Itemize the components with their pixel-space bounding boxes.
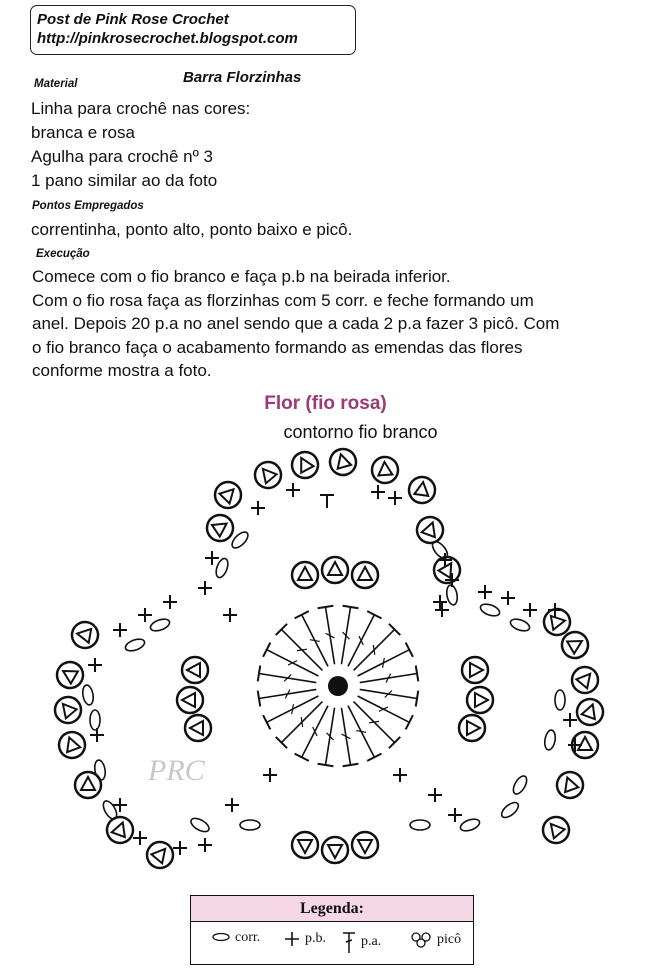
dc-stitch-bar xyxy=(356,731,366,733)
dc-stitch-bar xyxy=(292,704,294,714)
dc-stitch-top xyxy=(343,606,359,609)
dc-stitch-top xyxy=(416,666,419,682)
sc-plus-mark xyxy=(563,713,577,727)
picot-mark xyxy=(50,692,87,729)
picot-mark xyxy=(462,657,488,683)
t-stitch-icon xyxy=(341,930,357,954)
chain-oval-mark xyxy=(499,800,521,821)
sc-plus-mark xyxy=(133,831,147,845)
picot-outline xyxy=(407,475,436,504)
chain-oval-mark xyxy=(240,820,260,830)
sc-plus-mark xyxy=(205,551,219,565)
picot-mark xyxy=(542,607,572,637)
legend-item-chain xyxy=(211,930,260,946)
dc-stitch-top xyxy=(295,754,309,761)
legend-label-chain: corr. xyxy=(235,930,261,945)
picot-icon xyxy=(409,930,433,950)
sc-plus-mark xyxy=(433,595,447,609)
sc-plus-mark xyxy=(88,658,102,672)
legend-item-sc xyxy=(283,930,326,948)
chain-oval-icon xyxy=(211,932,231,944)
sc-plus-mark xyxy=(198,581,212,595)
diagram-marks xyxy=(50,446,607,873)
picot-outline xyxy=(371,456,399,484)
dc-stitch-top xyxy=(406,715,413,729)
chain-oval-mark xyxy=(459,817,481,833)
picot-mark xyxy=(185,715,211,741)
dc-stitch-bar xyxy=(383,658,385,668)
legend-item-picot xyxy=(409,930,461,950)
sc-plus-mark xyxy=(138,608,152,622)
picot-mark xyxy=(352,562,378,588)
dc-stitch-top xyxy=(258,691,261,707)
header-url: http://pinkrosecrochet.blogspot.com xyxy=(37,30,298,47)
chain-oval-mark xyxy=(214,557,230,579)
sc-plus-mark xyxy=(388,491,402,505)
dc-stitch-top xyxy=(318,606,334,609)
picot-mark xyxy=(210,477,247,514)
dc-stitch-bar xyxy=(297,649,307,650)
chain-oval-mark xyxy=(189,816,211,835)
sc-plus-mark xyxy=(371,485,385,499)
picot-outline xyxy=(103,813,136,846)
sc-plus-mark xyxy=(113,623,127,637)
sc-plus-mark xyxy=(428,788,442,802)
dc-stitch-top xyxy=(367,754,381,761)
material-line-4: 1 pano similar ao da foto xyxy=(31,171,218,190)
picot-outline xyxy=(567,662,604,699)
flower-title: Flor (fio rosa) xyxy=(264,393,387,414)
picot-outline xyxy=(55,728,88,761)
legend-box xyxy=(190,895,474,965)
execucao-line-2: Com o fio rosa faça as florzinhas com 5 corr. e feche formando um xyxy=(32,291,534,310)
execucao-line-3: anel. Depois 20 p.a no anel sendo que a cada 2 p.a fazer 3 picô. Com xyxy=(32,314,560,333)
dc-stitch-top xyxy=(416,691,419,707)
dc-stitch-top xyxy=(258,666,261,682)
dc-stitch-top xyxy=(263,643,270,657)
picot-outline xyxy=(287,447,322,482)
picot-mark xyxy=(52,657,88,693)
chain-oval-mark xyxy=(479,602,501,618)
pontos-heading: Pontos Empregados xyxy=(32,200,144,212)
picot-mark xyxy=(467,687,493,713)
picot-mark xyxy=(327,446,359,478)
picot-outline xyxy=(250,457,287,494)
picot-mark xyxy=(413,513,446,546)
dc-stitch-top xyxy=(263,715,270,729)
dc-stitch-top xyxy=(318,764,334,767)
sc-plus-mark xyxy=(163,595,177,609)
header-title: Post de Pink Rose Crochet xyxy=(37,11,229,28)
picot-outline xyxy=(553,768,586,801)
material-heading: Material xyxy=(34,78,78,90)
picot-mark xyxy=(142,837,179,874)
legend-label-sc: p.b. xyxy=(305,931,326,946)
material-line-2: branca e rosa xyxy=(31,123,135,142)
picot-mark xyxy=(182,657,208,683)
legend-label-dc: p.a. xyxy=(361,934,382,949)
dc-stitch-bar xyxy=(310,640,320,642)
chain-oval-mark xyxy=(124,637,146,653)
picot-outline xyxy=(50,692,87,729)
sc-plus-mark xyxy=(251,501,265,515)
dc-stitch-top xyxy=(406,643,413,657)
center-ring-dot xyxy=(328,676,348,696)
picot-mark xyxy=(407,475,436,504)
dc-stitch-bar xyxy=(373,645,374,655)
picot-outline xyxy=(70,620,100,650)
picot-mark xyxy=(55,728,88,761)
picot-mark xyxy=(70,620,100,650)
picot-outline xyxy=(538,812,575,849)
chain-oval-mark xyxy=(101,799,120,821)
picot-mark xyxy=(567,662,604,699)
sc-plus-mark xyxy=(393,768,407,782)
flower-subtitle: contorno fio branco xyxy=(283,422,438,442)
picot-mark xyxy=(250,457,287,494)
legend-row xyxy=(191,922,473,964)
chain-oval-mark xyxy=(430,539,451,561)
chain-oval-mark xyxy=(149,617,171,633)
execucao-line-1: Comece com o fio branco e faça p.b na beirada inferior. xyxy=(32,267,451,286)
sc-plus-mark xyxy=(501,591,515,605)
material-line-3: Agulha para crochê nº 3 xyxy=(31,147,213,166)
sc-plus-mark xyxy=(198,838,212,852)
pontos-text: correntinha, ponto alto, ponto baixo e picô. xyxy=(31,220,353,239)
chain-oval-mark xyxy=(555,690,565,710)
picot-mark xyxy=(371,456,399,484)
chain-oval-mark xyxy=(543,729,556,750)
chain-oval-mark xyxy=(410,820,430,830)
material-line-1: Linha para crochê nas cores: xyxy=(31,99,251,118)
legend-title: Legenda: xyxy=(191,896,473,922)
top-dc-mark xyxy=(320,495,334,508)
execucao-heading: Execução xyxy=(36,248,90,260)
watermark-text: PRC xyxy=(148,754,205,787)
picot-outline xyxy=(327,446,359,478)
picot-outline xyxy=(142,837,179,874)
sc-plus-mark xyxy=(263,768,277,782)
execucao-line-5: conforme mostra a foto. xyxy=(32,361,212,380)
dc-stitch-bar xyxy=(301,717,302,727)
crochet-diagram xyxy=(0,440,651,892)
picot-mark xyxy=(177,687,203,713)
dc-stitch-bar xyxy=(369,721,379,722)
sc-plus-mark xyxy=(435,603,449,617)
picot-mark xyxy=(459,715,485,741)
sc-plus-mark xyxy=(478,585,492,599)
picot-outline xyxy=(52,657,88,693)
chain-oval-mark xyxy=(509,617,531,633)
picot-outline xyxy=(210,477,247,514)
doc-title: Barra Florzinhas xyxy=(183,69,302,86)
picot-outline xyxy=(573,695,606,728)
sc-plus-mark xyxy=(448,808,462,822)
chain-oval-mark xyxy=(511,774,530,796)
picot-mark xyxy=(322,557,348,583)
picot-mark xyxy=(292,832,318,858)
plus-icon xyxy=(283,930,301,948)
sc-plus-mark xyxy=(286,483,300,497)
sc-plus-mark xyxy=(223,608,237,622)
picot-mark xyxy=(322,837,348,863)
sc-plus-mark xyxy=(523,603,537,617)
picot-mark xyxy=(287,447,322,482)
picot-mark xyxy=(553,768,586,801)
chain-oval-mark xyxy=(81,684,94,705)
sc-plus-mark xyxy=(225,798,239,812)
header-box xyxy=(30,5,356,55)
picot-mark xyxy=(538,812,575,849)
picot-mark xyxy=(103,813,136,846)
execucao-line-4: o fio branco faça o acabamento formando as emendas das flores xyxy=(32,338,523,357)
picot-mark xyxy=(352,832,378,858)
picot-mark xyxy=(292,562,318,588)
dc-stitch-top xyxy=(343,764,359,767)
picot-outline xyxy=(413,513,446,546)
picot-mark xyxy=(573,695,606,728)
dc-stitch-top xyxy=(367,611,381,618)
picot-outline xyxy=(542,607,572,637)
legend-label-picot: picô xyxy=(437,932,462,947)
legend-item-dc xyxy=(341,930,381,954)
chain-oval-mark xyxy=(445,584,458,605)
chain-oval-mark xyxy=(90,710,100,730)
dc-stitch-top xyxy=(295,611,309,618)
sc-plus-mark xyxy=(173,841,187,855)
